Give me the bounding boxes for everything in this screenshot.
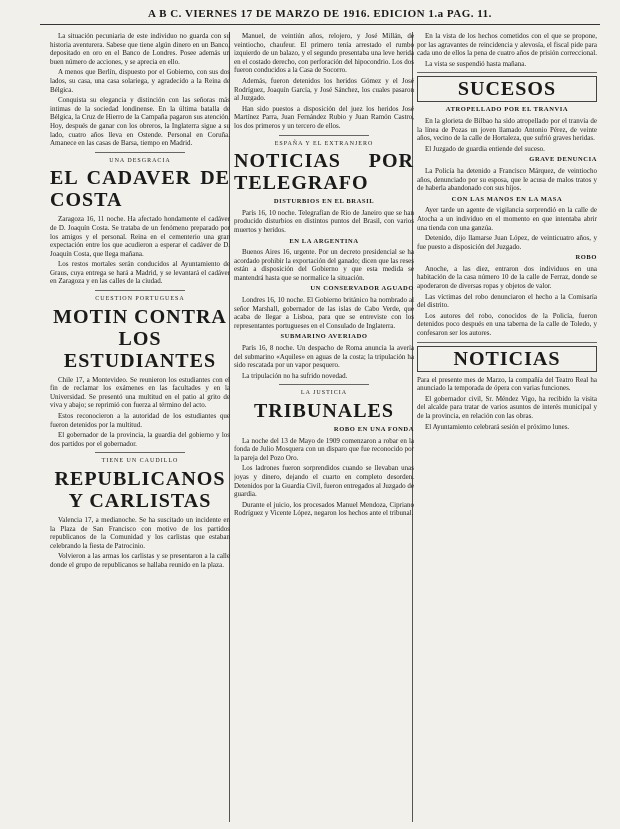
header-rule	[40, 24, 600, 25]
kicker: ESPAÑA Y EL EXTRANJERO	[274, 140, 374, 147]
subheading: CON LAS MANOS EN LA MASA	[451, 195, 563, 203]
paragraph: Estos reconocieron a la autoridad de los estudiantes que fueron detenidos por la multitud.	[50, 412, 230, 429]
separator	[95, 452, 185, 453]
paragraph: Para el presente mes de Marzo, la compañía del Teatro Real ha anunciado la temporada de ópera con varias funciones.	[417, 375, 597, 393]
separator	[95, 152, 185, 153]
paragraph: Las víctimas del robo denunciaron el hecho a la Comisaría del distrito.	[417, 292, 597, 310]
paragraph: El gobernador civil, Sr. Méndez Vigo, ha recibido la visita del alcalde para tratar de varios asuntos de interés municipal y de la provincia, en relación con las obras.	[417, 394, 597, 420]
paragraph: Chile 17, a Montevideo. Se reunieron los estudiantes con el fin de reclamar los exámenes en las facultades y en la Universidad. Se presentó una multitud en el patio al grito de viva y abajo; se reprimió con fuerza al término del acto.	[50, 375, 230, 410]
paragraph: Los ladrones fueron sorprendidos cuando se llevaban unas joyas y dinero, dejando el cuarto en completo desorden. Detenidos por la Guardia Civil, fueron entregados al Juzgado de guardia.	[234, 464, 414, 499]
paragraph: Los restos mortales serán conducidos al Ayuntamiento de Graus, cuya entrega se hará a Madrid, y se levantará el cadáver en Zaragoza y en las calles de la ciudad.	[50, 260, 230, 286]
paragraph: La situación pecuniaria de este individuo no guarda con su historia aventurera. Sabese que tiene algún dinero en un Banco, depositado en oro en el Banco de Londres. Posee además un buen número de acciones, y se aprecia en ello.	[50, 32, 230, 66]
kicker: TIENE UN CAUDILLO	[101, 458, 179, 465]
headline-sucesos: SUCESOS	[417, 76, 597, 102]
paragraph: Manuel, de veintiún años, relojero, y José Millán, de veintiocho, chaufeur. El primero tenía arrestado el rumbo izquierdo de un balazo, y el segundo presentaba una leve herida en el costado derecho, con perforación del hipocondrio. Los dos fueron conducidos a la Casa de Socorro.	[234, 32, 414, 75]
paragraph: Valencia 17, a medianoche. Se ha suscitado un incidente en la Plaza de San Francisco con motivo de los partidos republicanos de la Comunidad y los carlistas que estaban celebrando la fiesta de Patrocinio.	[50, 516, 230, 550]
paragraph: Anoche, a las diez, entraron dos individuos en una habitación de la casa número 10 de la calle de Ferraz, donde se apoderaron de diversas ropas y objetos de valor.	[417, 264, 597, 291]
paragraph: A menos que Berlín, dispuesto por el Gobierno, con sus dos lados, su casa, una casa solariega, y agradecido a la Reina de Bélgica.	[50, 68, 230, 94]
paragraph: Además, fueron detenidos los heridos Gómez y el José Rodríguez, Joaquín García, y José Sánchez, los cuales pasaron al Juzgado.	[234, 76, 414, 103]
subheading: EN LA ARGENTINA	[289, 237, 359, 245]
page-header: A B C. VIERNES 17 DE MARZO DE 1916. EDICION 1.a PAG. 11.	[148, 8, 492, 20]
subheading: ATROPELLADO POR EL TRANVIA	[445, 106, 569, 114]
subheading: ROBO EN UNA FONDA	[333, 426, 414, 433]
paragraph: Buenos Aires 16, urgente. Por un decreto presidencial se ha acordado prohibir la exportación del ganado; dicen que las reses están a disposición del Gobierno y que esta medida se mantendrá hasta que se normalice la situación.	[234, 248, 414, 282]
paragraph: En la vista de los hechos cometidos con el que se propone, por las agravantes de reincidencia y alevosía, el fiscal pide para cada uno de ellos la pena de cuatro años de prisión correccional.	[417, 32, 597, 58]
paragraph: El Ayuntamiento celebrará sesión el próximo lunes.	[425, 422, 570, 431]
paragraph: Los autores del robo, conocidos de la Policía, fueron detenidos poco después en una taberna de la calle de Toledo, y confesaron ser los autores.	[417, 311, 597, 338]
paragraph: Han sido puestos a disposición del juez los heridos José Martínez Parra, Juan Fernández Rubio y Juan Ramón Castro, los dos primeros y un tercero de ellos.	[234, 104, 414, 130]
headline-noticias-telegrafo: NOTICIAS POR TELEGRAFO	[234, 150, 414, 195]
paragraph: París 16, 8 noche. Un despacho de Roma anuncia la avería del submarino «Aquiles» en aguas de la costa; la tripulación ha sido rescatada por un vapor pesquero.	[234, 344, 414, 370]
separator	[279, 384, 369, 385]
paragraph: La tripulación no ha sufrido novedad.	[242, 371, 348, 380]
subheading: GRAVE DENUNCIA	[529, 156, 597, 164]
column-2	[234, 32, 414, 822]
paragraph: Conquista su elegancia y distinción con las señoras más intimas de la sociedad londinense. En la última batalla de Bélgica, la Cruz de Hierro de la Campaña pagaron sus atención. Hoy, después de ganar con los obreros, la Inglaterra sigue a su lado, cuatro años lleva en Ostende. Personal en Coruña. Amanece en las casas de Barsa, tiempo en Madrid.	[50, 96, 230, 148]
paragraph: Detenido, dijo llamarse Juan López, de veinticuatro años, y fue puesto a disposición del Juzgado.	[417, 234, 597, 251]
paragraph: La Policía ha detenido a Francisco Márquez, de veintiocho años, denunciado por su esposa, que le acusa de malos tratos y de haberla abandonado con sus hijos.	[417, 166, 597, 193]
subheading: UN CONSERVADOR AGUADO	[310, 285, 414, 293]
paragraph: Ayer tarde un agente de vigilancia sorprendió en la calle de Atocha a un individuo en el momento en que intentaba abrir una tienda con una ganzúa.	[417, 206, 597, 232]
headline-noticias: NOTICIAS	[417, 346, 597, 372]
headline-tribunales: TRIBUNALES	[253, 400, 395, 422]
paragraph: Zaragoza 16, 11 noche. Ha afectado hondamente el cadáver de D. Joaquín Costa. Se trataba de un fenómeno preparado por los amigos y el personal. Reina en el cementerio una gran expectación entre los que acudieron a esperar el cadáver de D. Joaquín Costa, que llega mañana.	[50, 215, 230, 258]
paragraph: París 16, 10 noche. Telegrafían de Río de Janeiro que se han producido disturbios en distintos puntos del Brasil, con varios muertos y heridos.	[234, 208, 414, 234]
separator	[417, 72, 597, 73]
paragraph: El gobernador de la provincia, la guardia del gobierno y los dos partidos por el gobernador.	[50, 431, 230, 448]
paragraph: El Juzgado de guardia entiende del suceso.	[425, 144, 545, 153]
separator	[279, 135, 369, 136]
paragraph: Durante el juicio, los procesados Manuel Mendoza, Cipriano Rodríguez y Vicente López, negaron los hechos ante el tribunal.	[234, 500, 414, 518]
kicker: UNA DESGRACIA	[109, 157, 171, 164]
kicker: CUESTION PORTUGUESA	[95, 296, 185, 303]
headline-cadaver: EL CADAVER DE COSTA	[50, 167, 230, 212]
separator	[95, 290, 185, 291]
column-3	[417, 32, 597, 822]
paragraph: Londres 16, 10 noche. El Gobierno británico ha nombrado al señor Marshall, gobernador de las islas de Cabo Verde, que acaba de llegar a Lisboa, para que se entreviste con los representantes portugueses en el Consulado de Inglaterra.	[234, 296, 414, 330]
paragraph: En la glorieta de Bilbao ha sido atropellado por el tranvía de la línea de Pozas un joven llamado Antonio Pérez, de veinte años, vecino de la calle de Hortaleza, que sufrió graves heridas.	[417, 116, 597, 143]
subheading: DISTURBIOS EN EL BRASIL	[273, 198, 375, 206]
headline-republicanos: REPUBLICANOS Y CARLISTAS	[54, 468, 226, 512]
column-1	[50, 32, 230, 822]
subheading: ROBO	[575, 254, 597, 262]
separator	[417, 342, 597, 343]
paragraph: La noche del 13 de Mayo de 1909 comenzaron a robar en la fonda de Julio Mosquera con un disparo que fue reconocido por la pareja del Pozo Oro.	[234, 436, 414, 462]
subheading: SUBMARINO AVERIADO	[280, 333, 368, 341]
headline-motin: MOTIN CONTRA LOS ESTUDIANTES	[53, 305, 227, 372]
paragraph: La vista se suspendió hasta mañana.	[425, 59, 527, 68]
paragraph: Volvieron a las armas los carlistas y se presentaron a la calle donde el grupo de republicanos se hallaba reunido en la plaza.	[50, 552, 230, 569]
kicker: LA JUSTICIA	[300, 390, 348, 397]
